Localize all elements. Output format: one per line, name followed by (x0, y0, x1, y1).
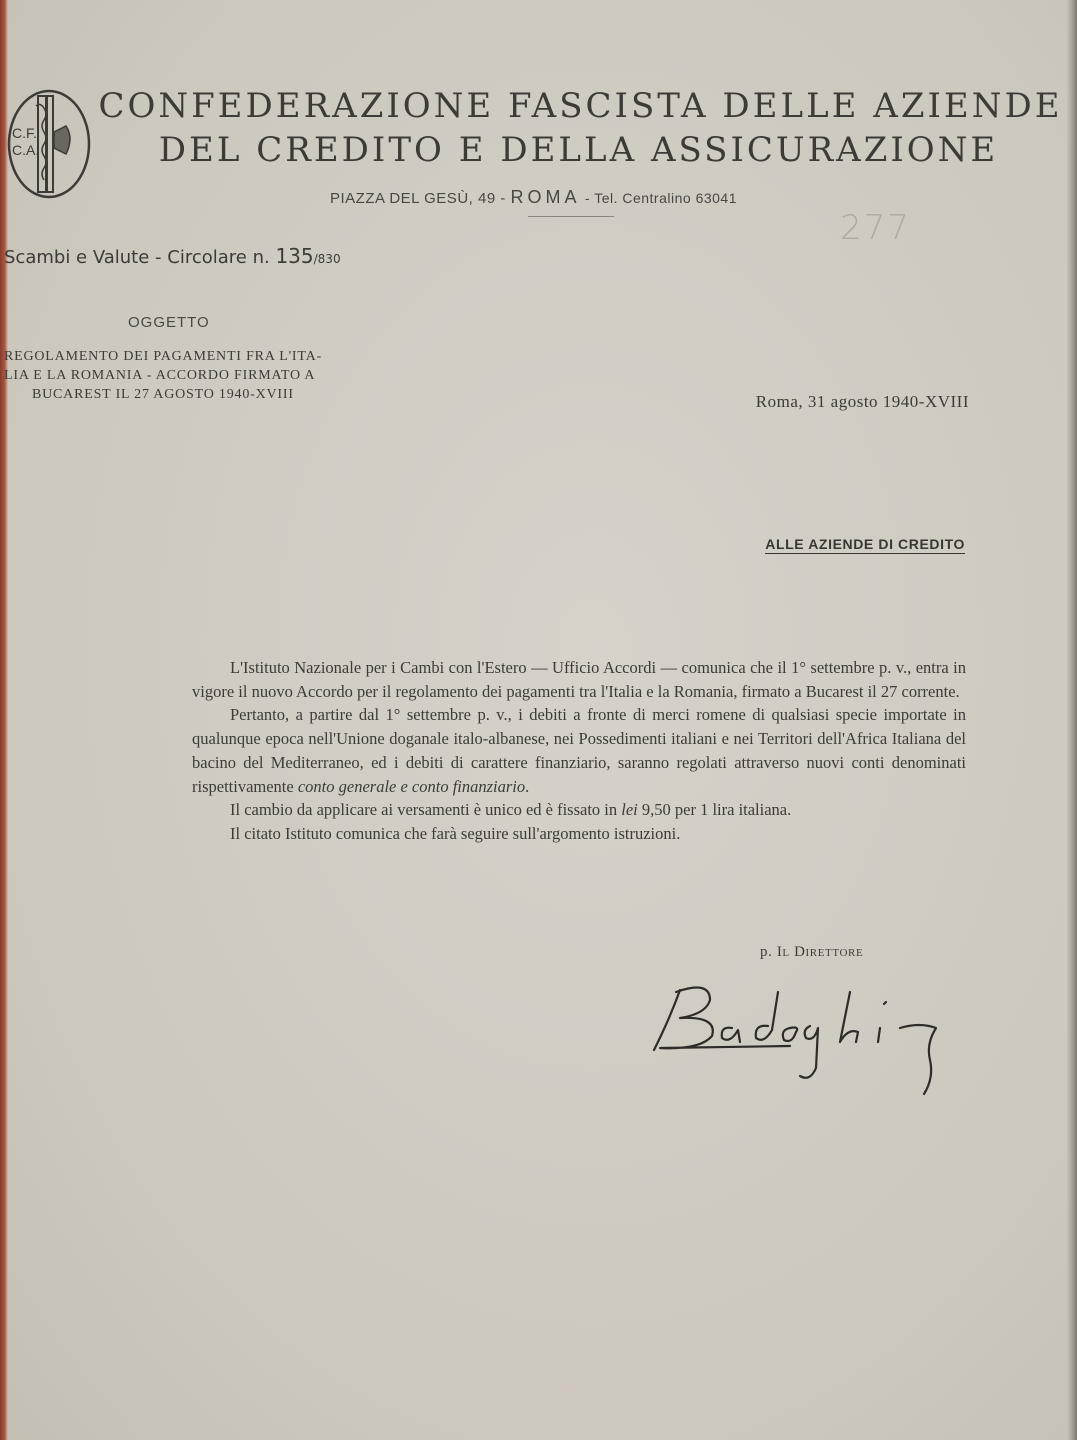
svg-text:C.F.: C.F. (12, 125, 37, 141)
address-divider (528, 216, 614, 217)
body-emphasis: lei (621, 800, 638, 820)
subject-line: LIA E LA ROMANIA - ACCORDO FIRMATO A (4, 368, 316, 383)
letterhead-title-line2: DEL CREDITO E DELLA ASSICURAZIONE (158, 130, 999, 170)
handwritten-page-number: 277 (840, 208, 911, 248)
body-paragraph (192, 798, 966, 822)
address-city: ROMA (510, 187, 581, 207)
body-paragraph (192, 703, 966, 798)
letterhead-address (330, 187, 737, 208)
svg-text:C.A.: C.A. (12, 142, 40, 158)
letterhead-title-line1: CONFEDERAZIONE FASCISTA DELLE AZIENDE (98, 86, 1063, 126)
subject-label: OGGETTO (128, 314, 210, 331)
signatory-prefix: p. (760, 944, 777, 960)
handwritten-signature (640, 978, 980, 1108)
body-text: Il cambio da applicare ai versamenti è unico ed è fissato in (230, 800, 622, 820)
letter-body (192, 656, 966, 846)
body-text: Pertanto, a partire dal 1° settembre p. v., i debiti a fronte di merci romene di qualsiasi specie importate in qualunque epoca nell'Unione doganale italo-albanese, nei Possedimenti italiani e nei Territori dell'Africa Italiana del bacino del Mediterraneo, ed i debiti di carattere finanziario, saranno regolati attraverso nuovi conti denominati rispettivamente (192, 705, 966, 796)
body-text: . (525, 776, 530, 796)
circular-suffix: /830 (313, 252, 341, 266)
body-emphasis: conto generale e conto finanziario (297, 776, 526, 796)
circular-reference (4, 244, 341, 268)
signatory-title (760, 944, 863, 961)
subject-line: BUCAREST IL 27 AGOSTO 1940-XVIII (32, 387, 294, 402)
signatory-role: Il Direttore (776, 944, 864, 960)
address-telephone: - Tel. Centralino 63041 (580, 190, 737, 206)
circular-number: 135 (275, 244, 314, 268)
address-street: PIAZZA DEL GESÙ, 49 - (330, 190, 511, 207)
body-paragraph: L'Istituto Nazionale per i Cambi con l'Estero — Ufficio Accordi — comunica che il 1° settembre p. v., entra in vigore il nuovo Accordo per il regolamento dei pagamenti tra l'Italia e la Romania, firmato a Bucarest il 27 corrente. (192, 658, 966, 701)
body-text: 9,50 per 1 lira italiana. (637, 800, 792, 820)
recipient-heading: ALLE AZIENDE DI CREDITO (765, 536, 965, 552)
binding-edge (0, 0, 8, 1440)
body-paragraph: Il citato Istituto comunica che farà seguire sull'argomento istruzioni. (230, 823, 681, 843)
letter-date: Roma, 31 agosto 1940-XVIII (755, 392, 969, 411)
subject-line: REGOLAMENTO DEI PAGAMENTI FRA L'ITA- (4, 349, 322, 364)
circular-prefix: Scambi e Valute - Circolare n. (4, 247, 276, 268)
page-edge (1067, 0, 1077, 1440)
subject-text (4, 347, 364, 404)
